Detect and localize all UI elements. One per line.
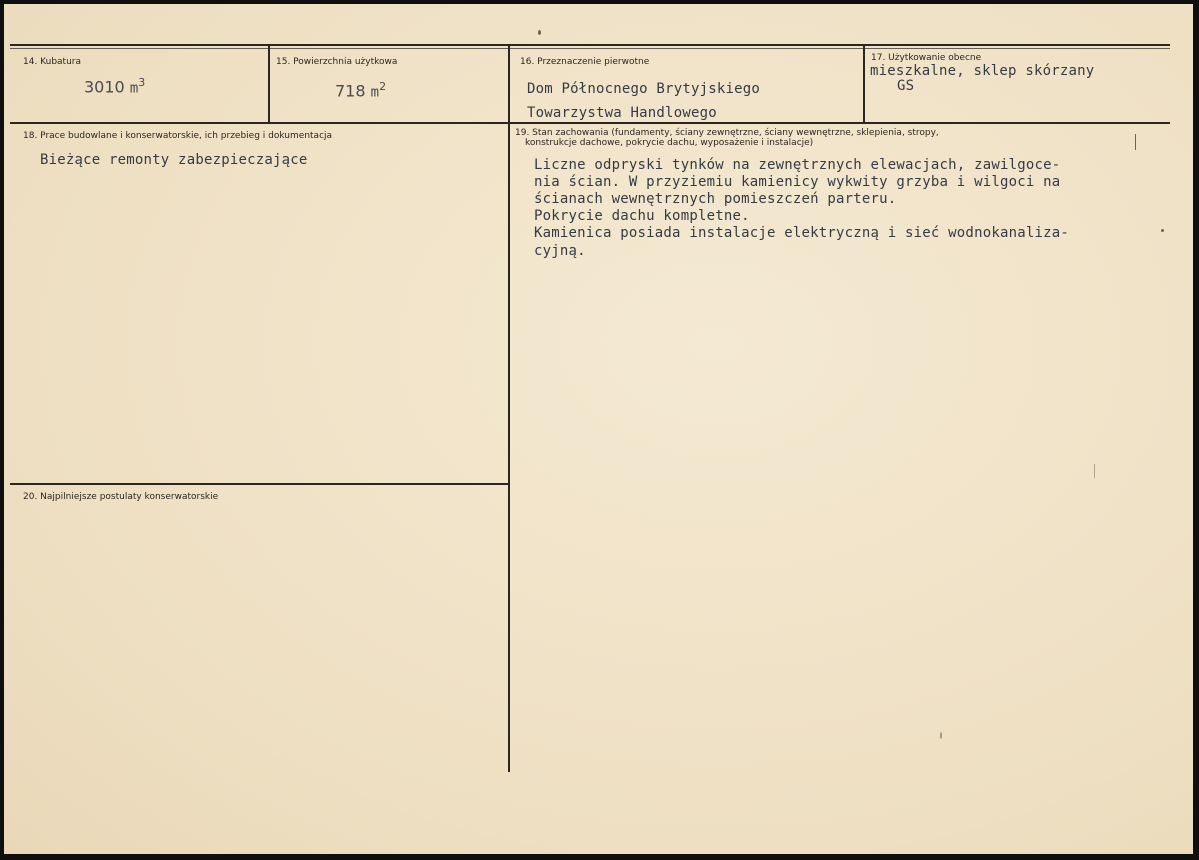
area-unit: m [370, 84, 380, 101]
area-exp: 2 [379, 80, 387, 93]
divider-16-17 [863, 46, 865, 122]
field-19-line-2: nia ścian. W przyziemiu kamienicy wykwity grzyba i wilgoci na [534, 174, 1061, 190]
field-15-value [335, 80, 386, 100]
field-17-line-2: GS [897, 78, 915, 94]
field-19-line-1: Liczne odpryski tynków na zewnętrznych elewacjach, zawilgoce- [534, 157, 1061, 173]
field-16-line-1: Dom Północnego Brytyjskiego [527, 81, 760, 97]
divider-15-16 [508, 46, 510, 122]
area-number: 718 [335, 81, 366, 101]
field-19-line-5: Kamienica posiada instalacje elektryczną i sieć wodnokanaliza- [534, 225, 1069, 241]
kubatura-number: 3010 [84, 77, 125, 97]
field-16-line-2: Towarzystwa Handlowego [527, 105, 717, 121]
field-19-label-line-2: konstrukcje dachowe, pokrycie dachu, wyposażenie i instalacje) [525, 138, 814, 148]
field-17-line-1: mieszkalne, sklep skórzany [870, 63, 1095, 79]
field-19-line-3: ścianach wewnętrznych pomieszczeń parteru. [534, 191, 897, 207]
field-14-label: 14. Kubatura [23, 57, 82, 67]
field-19-line-4: Pokrycie dachu kompletne. [534, 208, 750, 224]
field-16-label: 16. Przeznaczenie pierwotne [520, 57, 650, 67]
field-18-text: Bieżące remonty zabezpieczające [40, 152, 308, 168]
divider-14-15 [268, 46, 270, 122]
field-18-label: 18. Prace budowlane i konserwatorskie, ich przebieg i dokumentacja [23, 131, 333, 141]
paper-speck [1161, 229, 1164, 232]
rule-18-20 [10, 483, 508, 485]
field-17-label: 17. Użytkowanie obecne [871, 53, 982, 63]
paper-speck [1135, 134, 1136, 150]
field-15-label: 15. Powierzchnia użytkowa [276, 57, 398, 67]
paper-speck [538, 30, 541, 35]
field-19-label-line-1: 19. Stan zachowania (fundamenty, ściany zewnętrzne, ściany wewnętrzne, sklepienia, stropy, [515, 128, 939, 138]
record-card [4, 4, 1193, 854]
field-20-label: 20. Najpilniejsze postulaty konserwatorskie [23, 492, 219, 502]
paper-speck [1094, 464, 1095, 478]
top-rule-thin [10, 48, 1170, 49]
field-14-value [84, 76, 145, 96]
paper-speck [940, 732, 942, 739]
top-rule [10, 44, 1170, 46]
field-19-line-6: cyjną. [534, 243, 586, 259]
kubatura-exp: 3 [138, 76, 146, 89]
kubatura-unit: m [129, 80, 139, 97]
main-divider [508, 124, 510, 772]
row-rule [10, 122, 1170, 124]
